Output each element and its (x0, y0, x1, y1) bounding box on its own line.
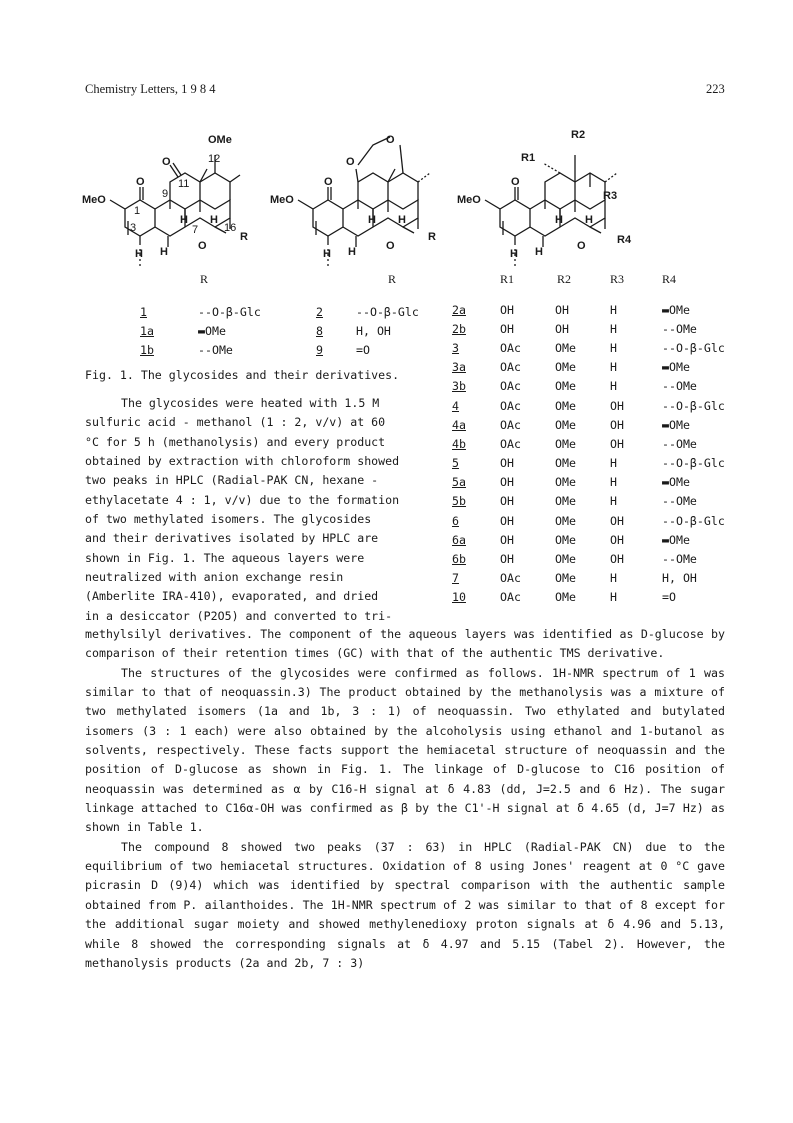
text-line: and their derivatives isolated by HPLC are (85, 531, 379, 546)
text-line: (Amberlite IRA-410), evaporated, and dried (85, 589, 379, 604)
compound-id: 2a (452, 302, 466, 317)
substituent: =O (356, 343, 370, 358)
substituent: OMe (555, 417, 576, 432)
body-text (85, 625, 725, 973)
compound-id: 3b (452, 379, 466, 394)
text-line: of two methylated isomers. The glycosides (85, 512, 372, 527)
substituent: OMe (555, 532, 576, 547)
substituent: H (610, 321, 617, 336)
compound-table-2 (316, 302, 419, 360)
text-line: shown in Fig. 1. The aqueous layers were (85, 550, 365, 565)
ring-o-label: O (577, 240, 586, 252)
text-line: in a desiccator (P2O5) and converted to tri- (85, 608, 393, 623)
substituent: OAc (500, 379, 521, 394)
compound-id: 2b (452, 321, 466, 336)
substituent: OMe (555, 360, 576, 375)
compound-id: 1a (140, 323, 154, 338)
ome-label: OMe (208, 134, 232, 146)
h-label: H (555, 214, 563, 226)
substituent: OMe (555, 398, 576, 413)
substituent: OMe (555, 513, 576, 528)
substituent: OMe (555, 475, 576, 490)
substituent: H (610, 475, 617, 490)
dioxy-o-label: O (386, 134, 395, 146)
table3-header-r3: R3 (610, 272, 625, 286)
substituent: H (610, 379, 617, 394)
table-row (316, 321, 419, 340)
structure-2 (268, 125, 458, 270)
h-label: H (510, 248, 518, 260)
compound-table-3 (452, 300, 725, 607)
substituent: H (610, 360, 617, 375)
table-row (452, 549, 725, 568)
substituent: OMe (555, 436, 576, 451)
compound-id: 2 (316, 304, 323, 319)
substituent: ▬OMe (662, 417, 690, 432)
locant-7: 7 (192, 224, 199, 236)
table-row (140, 302, 318, 321)
substituent: ▬OMe (662, 532, 690, 547)
substituent: OMe (555, 494, 576, 509)
compound-table-1 (140, 302, 318, 360)
substituent: OAc (500, 340, 521, 355)
substituent: OH (500, 475, 514, 490)
substituent: ▬OMe (198, 323, 226, 338)
compound-id: 1b (140, 343, 154, 358)
compound-id: 5 (452, 456, 459, 471)
compound-id: 5b (452, 494, 466, 509)
table3-header-r1: R1 (500, 272, 515, 286)
table-row (452, 415, 725, 434)
carbonyl-o-label: O (136, 176, 145, 188)
compound-id: 4 (452, 398, 459, 413)
substituent: OMe (555, 379, 576, 394)
table-row (452, 569, 725, 588)
substituent: --OMe (662, 552, 697, 567)
table-row (140, 321, 318, 340)
substituent: OH (555, 321, 569, 336)
substituent: --O-β-Glc (356, 304, 419, 319)
substituent: OAc (500, 417, 521, 432)
substituent: H (610, 340, 617, 355)
r2-label: R2 (571, 129, 586, 141)
table-row (452, 473, 725, 492)
compound-id: 9 (316, 343, 323, 358)
table-row (452, 358, 725, 377)
r-label: R (240, 231, 248, 243)
r4-label: R4 (617, 234, 632, 246)
substituent: OH (610, 417, 624, 432)
substituent: ▬OMe (662, 475, 690, 490)
compound-id: 1 (140, 304, 147, 319)
carbonyl-o-label: O (324, 176, 333, 188)
h-label: H (180, 214, 188, 226)
substituent: H (610, 456, 617, 471)
table-row (316, 341, 419, 360)
text-line: The glycosides were heated with 1.5 M (121, 396, 380, 410)
substituent: OH (610, 552, 624, 567)
text-line: ethylacetate 4 : 1, v/v) due to the formation (85, 492, 400, 507)
substituent: --OMe (662, 321, 697, 336)
ring-o-label: O (198, 240, 207, 252)
compound-id: 3a (452, 360, 466, 375)
compound-id: 6b (452, 552, 466, 567)
r1-label: R1 (521, 152, 536, 164)
substituent: OH (555, 302, 569, 317)
substituent: --O-β-Glc (662, 456, 725, 471)
text-line: neutralized with anion exchange resin (85, 570, 344, 585)
structure-3-bonds (485, 155, 617, 269)
locant-16: 16 (224, 222, 237, 234)
substituent: H, OH (356, 323, 391, 338)
r-label: R (428, 231, 436, 243)
compound-id: 5a (452, 475, 466, 490)
table-row (452, 338, 725, 357)
table2-header: R (388, 272, 397, 286)
text-line: two peaks in HPLC (Radial-PAK CN, hexane - (85, 473, 379, 488)
meo-label: MeO (270, 194, 294, 206)
text-line: obtained by extraction with chloroform showed (85, 454, 400, 469)
dioxy-o-label: O (346, 156, 355, 168)
table-row (452, 396, 725, 415)
h-label: H (160, 246, 168, 258)
substituent: H (610, 590, 617, 605)
table-row (452, 492, 725, 511)
substituent: OAc (500, 590, 521, 605)
ring-o-label: O (386, 240, 395, 252)
structure-1-bonds (110, 155, 240, 269)
substituent: OH (500, 513, 514, 528)
substituent: OH (500, 552, 514, 567)
table-row (452, 300, 725, 319)
compound-id: 6a (452, 532, 466, 547)
locant-1: 1 (134, 205, 141, 217)
compound-id: 8 (316, 323, 323, 338)
compound-id: 4a (452, 417, 466, 432)
compound-id: 6 (452, 513, 459, 528)
table-row (452, 377, 725, 396)
substituent: H (610, 494, 617, 509)
substituent: OH (500, 532, 514, 547)
table1-header: R (200, 272, 209, 286)
substituent: --O-β-Glc (662, 398, 725, 413)
substituent: OMe (555, 590, 576, 605)
table-row (452, 588, 725, 607)
substituent: OH (500, 456, 514, 471)
h-label: H (398, 214, 406, 226)
table-row (452, 434, 725, 453)
left-column-text (85, 394, 445, 626)
paragraph: methylsilyl derivatives. The component of the aqueous layers was identified as D-glucose by comparison of their retention times (GC) with that of the authentic TMS derivative. (85, 627, 725, 661)
structure-2-bonds (298, 137, 430, 269)
journal-header: Chemistry Letters, 1 9 8 4 (85, 82, 216, 96)
substituent: =O (662, 590, 676, 605)
substituent: --O-β-Glc (662, 513, 725, 528)
locant-11: 11 (178, 178, 190, 190)
h-label: H (585, 214, 593, 226)
r3-label: R3 (603, 190, 618, 202)
substituent: --OMe (198, 343, 233, 358)
substituent: ▬OMe (662, 302, 690, 317)
page-number: 223 (706, 82, 725, 96)
locant-3: 3 (130, 222, 137, 234)
h-label: H (368, 214, 376, 226)
substituent: OAc (500, 360, 521, 375)
paragraph: The compound 8 showed two peaks (37 : 63) in HPLC (Radial-PAK CN) due to the equilibrium of two hemiacetal structures. Oxidation of 8 using Jones' reagent at 0 °C gave picrasin D (9)4) which was identified by spectral comparison with the authentic sample obtained from P. ailanthoides. The 1H-NMR spectrum of 2 was similar to that of 8 except for the additional sugar moiety and showed methylenedioxy proton signals at δ 4.96 and 5.13, while 8 showed the corresponding signals at δ 4.97 and 5.15 (Tabel 2). However, the methanolysis products (2a and 2b, 7 : 3) (85, 839, 725, 970)
carbonyl-o-label: O (511, 176, 520, 188)
compound-id: 4b (452, 436, 466, 451)
substituent: --O-β-Glc (198, 304, 261, 319)
substituent: ▬OMe (662, 360, 690, 375)
substituent: --OMe (662, 436, 697, 451)
table3-header-r2: R2 (557, 272, 572, 286)
substituent: OAc (500, 436, 521, 451)
substituent: OAc (500, 398, 521, 413)
table-row (452, 319, 725, 338)
meo-label: MeO (457, 194, 481, 206)
h-label: H (535, 246, 543, 258)
substituent: OMe (555, 340, 576, 355)
substituent: --OMe (662, 494, 697, 509)
substituent: H, OH (662, 571, 697, 586)
table-row (452, 454, 725, 473)
substituent: OMe (555, 571, 576, 586)
substituent: OH (610, 436, 624, 451)
substituent: H (610, 571, 617, 586)
meo-label: MeO (82, 194, 106, 206)
text-line: sulfuric acid - methanol (1 : 2, v/v) at 60 (85, 415, 386, 430)
substituent: OH (500, 494, 514, 509)
locant-12: 12 (208, 153, 221, 165)
structure-3 (455, 125, 655, 270)
compound-id: 3 (452, 340, 459, 355)
paragraph: The structures of the glycosides were confirmed as follows. 1H-NMR spectrum of 1 was similar to that of neoquassin.3) The product obtained by the methanolysis was a mixture of two methylated isomers (1a and 1b, 3 : 1) of neoquassin. Two ethylated and butylated isomers (3 : 1 each) were also obtained by the alcoholysis using ethanol and 1-butanol as solvents, respectively. These facts support the hemiacetal structure of neoquassin and the position of D-glucose as shown in Fig. 1. The linkage of D-glucose to C16 position of neoquassin was determined as α by C16-H signal at δ 4.83 (dd, J=2.5 and 6 Hz). The sugar linkage attached to C16α-OH was confirmed as β by the C1'-H signal at δ 4.65 (d, J=7 Hz) as shown in Table 1. (85, 665, 725, 835)
substituent: --O-β-Glc (662, 340, 725, 355)
table-row (140, 341, 318, 360)
h-label: H (348, 246, 356, 258)
substituent: --OMe (662, 379, 697, 394)
substituent: OH (610, 398, 624, 413)
substituent: OMe (555, 456, 576, 471)
h-label: H (323, 248, 331, 260)
carbonyl-o-label: O (162, 156, 171, 168)
substituent: OH (500, 321, 514, 336)
substituent: OAc (500, 571, 521, 586)
table3-header-r4: R4 (662, 272, 677, 286)
text-line: °C for 5 h (methanolysis) and every product (85, 434, 386, 449)
substituent: OH (610, 532, 624, 547)
h-label: H (135, 248, 143, 260)
figure-caption: Fig. 1. The glycosides and their derivatives. (85, 368, 400, 382)
compound-id: 7 (452, 571, 459, 586)
substituent: OH (500, 302, 514, 317)
table-row (316, 302, 419, 321)
h-label: H (210, 214, 218, 226)
substituent: OMe (555, 552, 576, 567)
substituent: H (610, 302, 617, 317)
substituent: OH (610, 513, 624, 528)
structure-1 (80, 125, 270, 270)
table-row (452, 511, 725, 530)
table-row (452, 530, 725, 549)
locant-9: 9 (162, 188, 169, 200)
compound-id: 10 (452, 590, 466, 605)
